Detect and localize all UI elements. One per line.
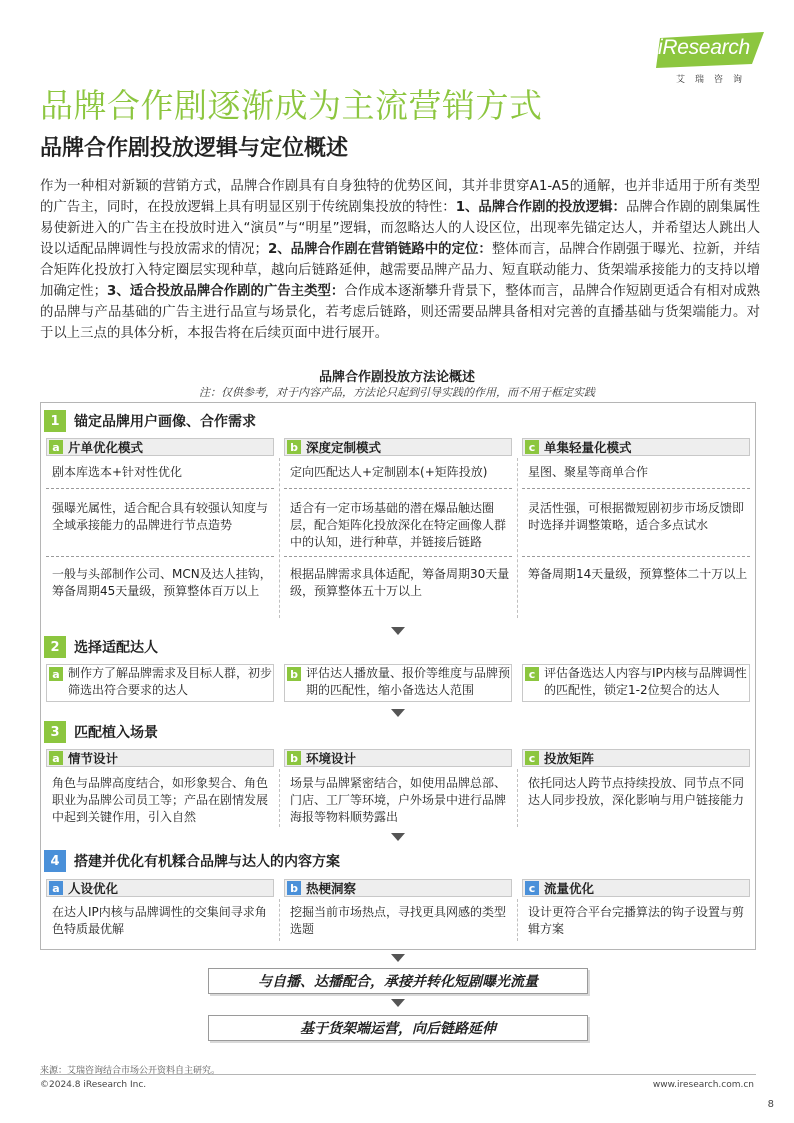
copyright: ©2024.8 iResearch Inc.	[40, 1080, 147, 1090]
step-2-col-a	[46, 664, 274, 702]
intro-paragraph	[40, 176, 760, 344]
flow-arrow-icon	[391, 709, 405, 717]
flow-arrow-icon	[391, 627, 405, 635]
step-4-col-c-header	[522, 879, 750, 897]
tag-a: a	[49, 751, 63, 765]
step-title: 锚定品牌用户画像、合作需求	[74, 414, 256, 430]
conclusion-box-2: 基于货架端运营，向后链路延伸	[208, 1015, 588, 1041]
row-divider	[522, 556, 750, 557]
step-number: 4	[44, 850, 66, 872]
flow-arrow-icon	[391, 833, 405, 841]
row-divider	[284, 488, 512, 489]
page-number: 8	[767, 1099, 774, 1110]
intro-text-3: 整体而言，品牌合作剧强于曝光、拉新，并结合矩阵化投放打入特定圈层实现种草，越向后链路延伸，越需要品牌产品力、短直联动能力、货架端承接能力的支持以增加确定性；	[40, 242, 760, 299]
step-4-c-text: 设计更符合平台完播算法的钩子设置与剪辑方案	[528, 905, 745, 936]
website-link[interactable]: www.iresearch.com.cn	[652, 1080, 754, 1090]
step-3-col-b-header	[284, 749, 512, 767]
step-3-c-text: 依托同达人跨节点持续投放、同节点不同达人同步投放，深化影响与用户链接能力	[528, 776, 745, 807]
col-label: 深度定制模式	[306, 440, 382, 455]
page-subtitle: 品牌合作剧投放逻辑与定位概述	[40, 136, 349, 161]
step-4-a-text: 在达人IP内核与品牌调性的交集间寻求角色特质最优解	[52, 905, 267, 936]
step-1-a-row-2: 强曝光属性，适合配合具有较强认知度与全域承接能力的品牌进行节点造势	[52, 501, 269, 532]
source-note: 来源：艾瑞咨询结合市场公开资料自主研究。	[40, 1066, 221, 1076]
diagram-note: 注：仅供参考，对于内容产品，方法论只起到引导实践的作用，而不用于框定实践	[199, 386, 595, 399]
step-1-a-row-3: 一般与头部制作公司、MCN及达人挂钩，筹备周期45天量级，预算整体百万以上	[52, 567, 272, 598]
intro-text-4: 合作成本逐渐攀升背景下，整体而言，品牌合作短剧更适合有相对成熟的品牌与产品基础的广告主进行品宣与场景化，若考虑后链路，则还需要品牌具备相对完善的直播基础与货架端能力。对于以上三点的具体分析，本报告将在后续页面中进行展开。	[40, 284, 760, 341]
step-title: 选择适配达人	[74, 640, 158, 656]
row-divider	[522, 488, 750, 489]
step-number: 3	[44, 721, 66, 743]
row-divider	[46, 488, 274, 489]
step-1-b-row-1: 定向匹配达人+定制剧本(+矩阵投放)	[290, 465, 488, 479]
page-title: 品牌合作剧逐渐成为主流营销方式	[40, 86, 543, 125]
col-label: 情节设计	[68, 751, 119, 766]
step-3-col-c-header	[522, 749, 750, 767]
step-4-header	[44, 850, 340, 872]
step-2-c-text: 评估备选达人内容与IP内核与品牌调性的匹配性，锁定1-2位契合的达人	[544, 666, 747, 697]
col-label: 投放矩阵	[544, 751, 595, 766]
col-label: 流量优化	[544, 881, 595, 896]
col-label: 片单优化模式	[68, 440, 144, 455]
step-1-col-c-header	[522, 438, 750, 456]
logo-word: iResearch	[658, 36, 750, 59]
tag-a: a	[49, 667, 63, 681]
step-1-col-a-header	[46, 438, 274, 456]
row-divider	[46, 556, 274, 557]
col-label: 人设优化	[68, 881, 119, 896]
step-3-a-text: 角色与品牌高度结合，如形象契合、角色职业为品牌公司员工等；产品在剧情发展中起到关键作用，引入自然	[52, 776, 269, 824]
flow-arrow-icon	[391, 954, 405, 962]
step-1-a-row-1: 剧本库选本+针对性优化	[52, 465, 183, 479]
step-3-header	[44, 721, 158, 743]
step-2-col-b	[284, 664, 512, 702]
step-2-header	[44, 636, 158, 658]
step-1-c-row-3: 筹备周期14天量级，预算整体二十万以上	[528, 567, 748, 581]
step-4-b-text: 挖掘当前市场热点，寻找更具网感的类型选题	[290, 905, 507, 936]
step-1-col-b-header	[284, 438, 512, 456]
tag-b: b	[287, 881, 301, 895]
intro-bold-1: 1、品牌合作剧的投放逻辑：	[455, 200, 626, 215]
tag-b: b	[287, 751, 301, 765]
step-2-b-text: 评估达人播放量、报价等维度与品牌预期的匹配性，缩小备选达人范围	[306, 666, 511, 697]
step-1-c-row-2: 灵活性强，可根据微短剧初步市场反馈即时选择并调整策略，适合多点试水	[528, 501, 745, 532]
tag-c: c	[525, 440, 539, 454]
column-divider	[517, 899, 518, 941]
step-3-b-text: 场景与品牌紧密结合，如使用品牌总部、门店、工厂等环境，户外场景中进行品牌海报等物料顺势露出	[290, 776, 507, 824]
col-label: 热梗洞察	[306, 881, 357, 896]
row-divider	[284, 556, 512, 557]
step-4-col-a-header	[46, 879, 274, 897]
flow-arrow-icon	[391, 999, 405, 1007]
diagram-title: 品牌合作剧投放方法论概述	[318, 370, 475, 385]
intro-bold-2: 2、品牌合作剧在营销链路中的定位：	[267, 242, 492, 257]
col-label: 单集轻量化模式	[544, 440, 632, 455]
col-label: 环境设计	[306, 751, 357, 766]
tag-c: c	[525, 667, 539, 681]
step-title: 搭建并优化有机糅合品牌与达人的内容方案	[74, 854, 340, 870]
step-1-b-row-3: 根据品牌需求具体适配，筹备周期30天量级，预算整体五十万以上	[290, 567, 510, 598]
iresearch-logo	[656, 30, 766, 86]
step-number: 2	[44, 636, 66, 658]
tag-b: b	[287, 667, 301, 681]
intro-text-2: 品牌合作剧的剧集属性易使新进入的广告主在投放时进入“演员”与“明星”逻辑，而忽略达人的人设区位，出现率先锚定达人，并希望达人跳出人设以适配品牌调性与投放需求的情况；	[40, 200, 761, 257]
column-divider	[517, 769, 518, 827]
conclusion-box-1: 与自播、达播配合，承接并转化短剧曝光流量	[208, 968, 588, 994]
column-divider	[279, 769, 280, 827]
step-1-header	[44, 410, 256, 432]
column-divider	[279, 899, 280, 941]
step-1-c-row-1: 星图、聚星等商单合作	[528, 465, 649, 479]
step-title: 匹配植入场景	[74, 725, 158, 741]
tag-a: a	[49, 881, 63, 895]
step-3-col-a-header	[46, 749, 274, 767]
step-4-col-b-header	[284, 879, 512, 897]
step-number: 1	[44, 410, 66, 432]
tag-b: b	[287, 440, 301, 454]
intro-text-1: 作为一种相对新颖的营销方式，品牌合作剧具有自身独特的优势区间，其并非贯穿A1-A5的通解，也并非适用于所有类型的广告主，同时，在投放逻辑上具有明显区别于传统剧集投放的特性：	[40, 179, 760, 215]
logo-cn: 艾瑞咨询	[676, 75, 753, 85]
step-1-b-row-2: 适合有一定市场基础的潜在爆品触达圈层，配合矩阵化投放深化在特定画像人群中的认知，进行种草，并链接后链路	[290, 501, 507, 549]
step-2-col-c	[522, 664, 750, 702]
intro-bold-3: 3、适合投放品牌合作剧的广告主类型：	[107, 284, 345, 299]
footer-divider	[40, 1074, 756, 1075]
tag-c: c	[525, 881, 539, 895]
column-divider	[517, 458, 518, 618]
tag-c: c	[525, 751, 539, 765]
step-2-a-text: 制作方了解品牌需求及目标人群，初步筛选出符合要求的达人	[68, 666, 273, 697]
tag-a: a	[49, 440, 63, 454]
column-divider	[279, 458, 280, 618]
